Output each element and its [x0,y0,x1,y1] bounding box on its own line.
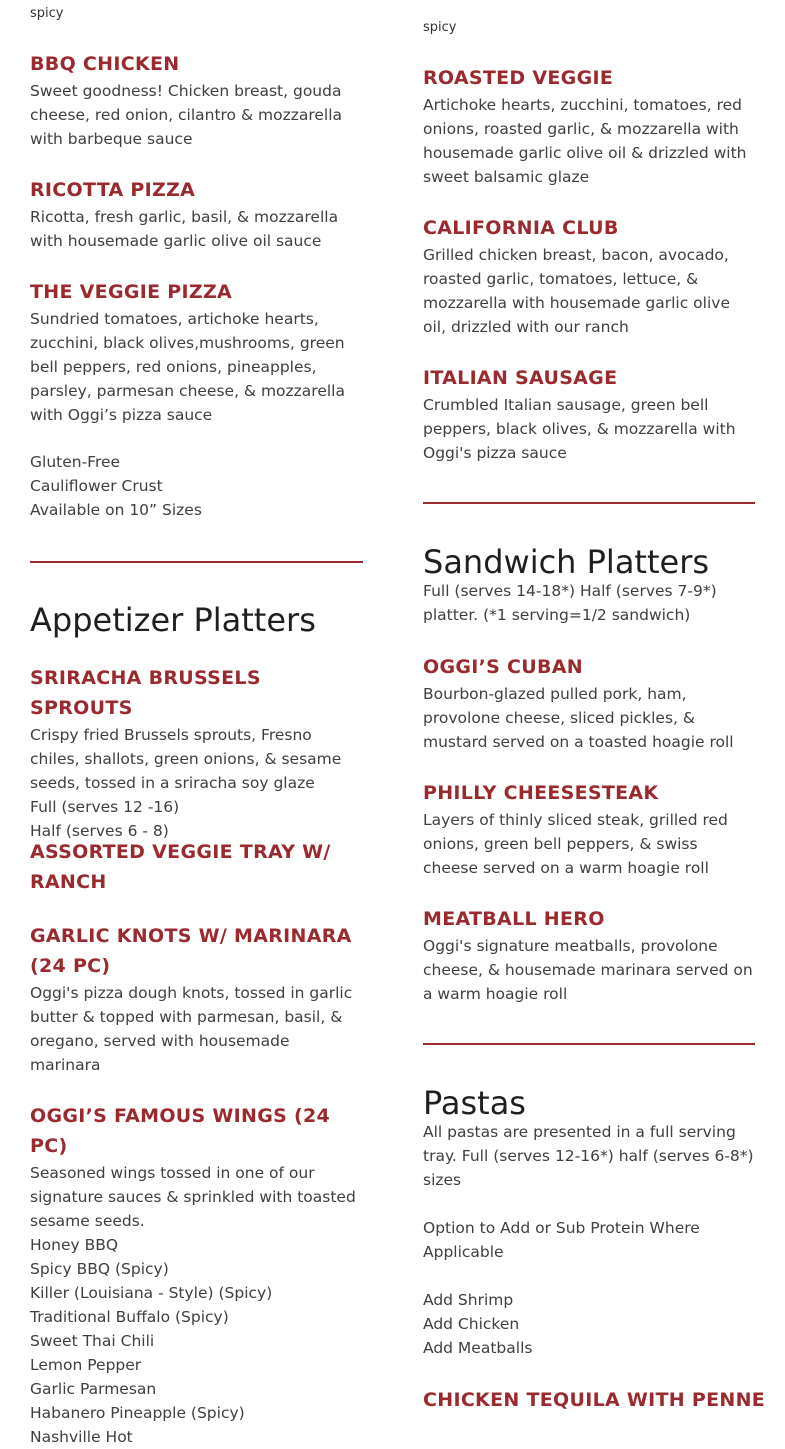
item-title: ROASTED VEGGIE [423,67,614,89]
sauce-option: Sweet Thai Chili [30,1332,155,1350]
gluten-free-note [30,450,363,522]
section-divider [30,561,363,563]
item-title: GARLIC KNOTS W/ MARINARA (24 PC) [30,925,352,977]
item-description: Oggi's signature meatballs, provolone cheese, & housemade marinara served on a warm hoagie roll [423,937,753,1003]
section-divider [423,1043,755,1045]
item-description: Artichoke hearts, zucchini, tomatoes, red onions, roasted garlic, & mozzarella with housemade garlic olive oil & drizzled with sweet balsamic glaze [423,96,747,186]
menu-item-garlic-knots [30,921,370,1077]
sauce-option: Spicy BBQ (Spicy) [30,1260,169,1278]
menu-item-wings [30,1101,370,1449]
sauce-option: Nashville Hot [30,1428,133,1446]
sauce-option: Habanero Pineapple (Spicy) [30,1404,245,1422]
add-on-item: Add Meatballs [423,1339,533,1357]
spicy-note: spicy [30,6,64,21]
menu-item-philly [423,778,758,880]
sauce-option: Killer (Louisiana - Style) (Spicy) [30,1284,273,1302]
menu-item-roasted-veggie [423,63,758,189]
menu-item-chicken-tequila-title: CHICKEN TEQUILA WITH PENNE [423,1389,766,1411]
menu-item-ricotta-pizza [30,175,363,253]
item-title: OGGI’S CUBAN [423,656,583,678]
protein-note: Option to Add or Sub Protein Where Applicable [423,1219,700,1261]
section-title-sandwiches: Sandwich Platters [423,543,710,581]
add-on-list [423,1288,758,1360]
item-description: Layers of thinly sliced steak, grilled red onions, green bell peppers, & swiss cheese served on a warm hoagie roll [423,811,728,877]
menu-item-veggie-tray [30,837,363,897]
item-title: THE VEGGIE PIZZA [30,281,233,303]
sauce-option: Garlic Parmesan [30,1380,157,1398]
item-title: ASSORTED VEGGIE TRAY W/ RANCH [30,841,331,893]
item-title: ITALIAN SAUSAGE [423,367,618,389]
sauce-option: Lemon Pepper [30,1356,142,1374]
item-description: Seasoned wings tossed in one of our signature sauces & sprinkled with toasted sesame seeds. [30,1164,356,1230]
menu-item-italian-sausage [423,363,758,465]
menu-item-veggie-pizza [30,277,363,427]
gluten-free-line: Cauliflower Crust [30,477,163,495]
item-description: Oggi's pizza dough knots, tossed in garlic butter & topped with parmesan, basil, & oregano, served with housemade marinara [30,984,353,1074]
spicy-note: spicy [423,20,457,35]
add-on-item: Add Shrimp [423,1291,514,1309]
menu-item-cuban [423,652,758,754]
item-description: Crumbled Italian sausage, green bell peppers, black olives, & mozzarella with Oggi's pizza sauce [423,396,736,462]
section-divider [423,502,755,504]
item-title: PHILLY CHEESESTEAK [423,782,659,804]
menu-item-bbq-chicken [30,49,363,151]
item-title: RICOTTA PIZZA [30,179,196,201]
menu-item-california-club [423,213,758,339]
item-description: Ricotta, fresh garlic, basil, & mozzarella with housemade garlic olive oil sauce [30,208,339,250]
sauce-option: Traditional Buffalo (Spicy) [30,1308,229,1326]
gluten-free-line: Available on 10” Sizes [30,501,202,519]
item-description: Bourbon-glazed pulled pork, ham, provolone cheese, sliced pickles, & mustard served on a toasted hoagie roll [423,685,734,751]
add-on-item: Add Chicken [423,1315,520,1333]
item-description: Sundried tomatoes, artichoke hearts, zucchini, black olives,mushrooms, green bell peppers, red onions, pineapples, parsley, parmesan cheese, & mozzarella with Oggi’s pizza sauce [30,310,345,424]
gluten-free-line: Gluten-Free [30,453,121,471]
item-title: CALIFORNIA CLUB [423,217,619,239]
item-description: Sweet goodness! Chicken breast, gouda cheese, red onion, cilantro & mozzarella with barbeque sauce [30,82,343,148]
section-note: All pastas are presented in a full serving tray. Full (serves 12-16*) half (serves 6-8*) sizes [423,1123,754,1189]
section-title-appetizers: Appetizer Platters [30,601,316,639]
item-description: Grilled chicken breast, bacon, avocado, roasted garlic, tomatoes, lettuce, & mozzarella with housemade garlic olive oil, drizzled with our ranch [423,246,730,336]
menu-item-sriracha-brussels [30,663,370,843]
item-title: SRIRACHA BRUSSELS SPROUTS [30,667,261,719]
section-note: Full (serves 14-18*) Half (serves 7-9*) platter. (*1 serving=1/2 sandwich) [423,582,717,624]
item-title: BBQ CHICKEN [30,53,180,75]
item-title: OGGI’S FAMOUS WINGS (24 PC) [30,1105,331,1157]
item-description: Crispy fried Brussels sprouts, Fresno chiles, shallots, green onions, & sesame seeds, tossed in a sriracha soy glaze [30,726,342,792]
size-line: Full (serves 12 -16) [30,798,180,816]
menu-item-meatball-hero [423,904,763,1006]
item-title: MEATBALL HERO [423,908,605,930]
section-title-pastas: Pastas [423,1084,526,1122]
size-line: Half (serves 6 - 8) [30,822,169,840]
sauce-option: Honey BBQ [30,1236,119,1254]
